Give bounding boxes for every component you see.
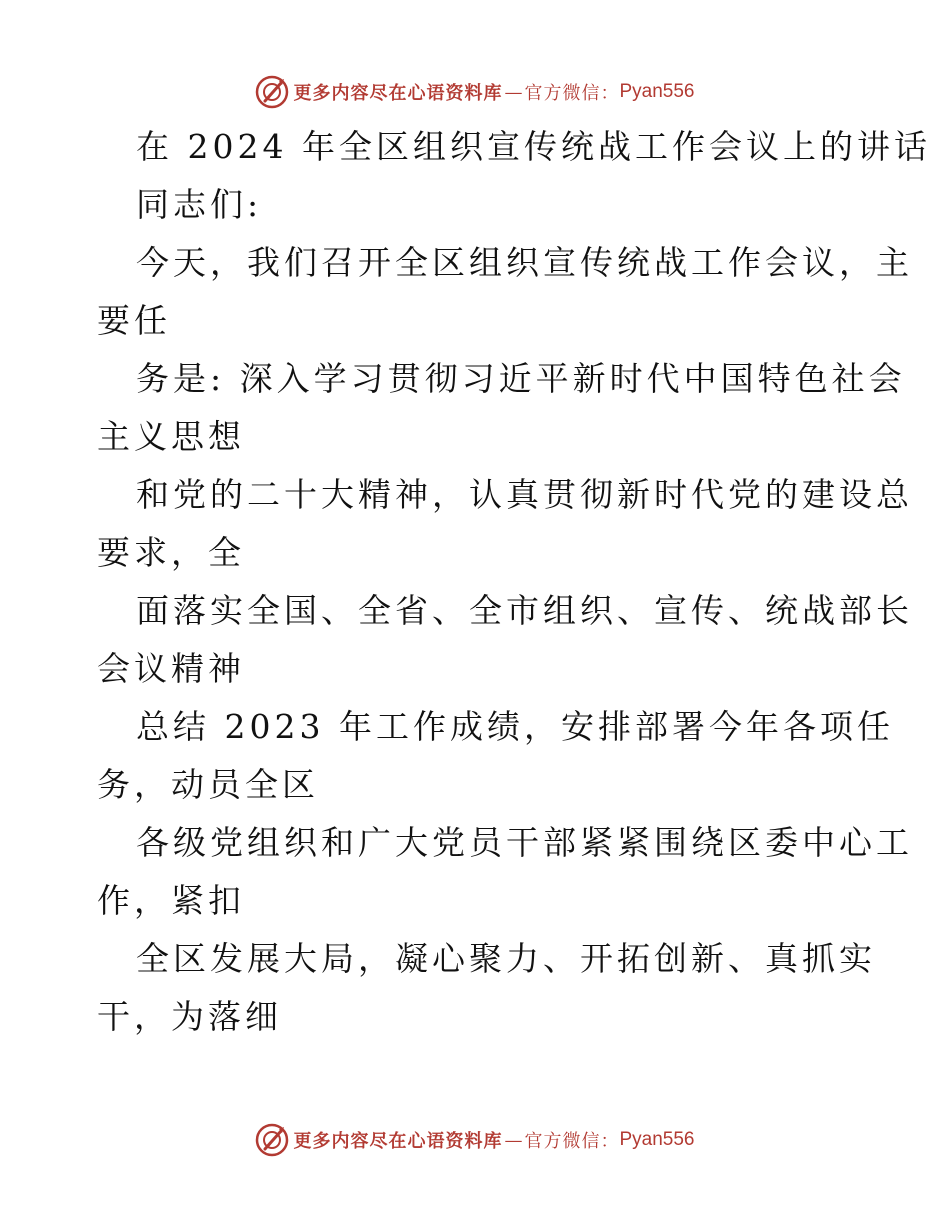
paragraph-line: 今天，我们召开全区组织宣传统战工作会议，主 <box>136 243 913 282</box>
paragraph-line: 会议精神 <box>97 649 245 688</box>
brand-logo-icon <box>255 1123 289 1157</box>
wechat-id: Pyan556 <box>619 1129 695 1150</box>
footer-banner <box>0 1120 950 1160</box>
banner-dash: — <box>504 81 523 103</box>
paragraph-line: 总结 2023 年工作成绩，安排部署今年各项任 <box>136 707 894 746</box>
wechat-label: 官方微信： <box>524 1131 620 1152</box>
paragraph-line: 作，紧扣 <box>97 881 245 920</box>
document-title: 在 2024 年全区组织宣传统战工作会议上的讲话 <box>136 127 931 166</box>
paragraph-line: 务，动员全区 <box>97 765 319 804</box>
brand-text: 更多内容尽在心语资料库 <box>293 83 503 104</box>
paragraph-line: 要任 <box>97 301 171 340</box>
header-banner <box>0 72 950 112</box>
paragraph-line: 各级党组织和广大党员干部紧紧围绕区委中心工 <box>136 823 913 862</box>
paragraph-line: 面落实全国、全省、全市组织、宣传、统战部长 <box>136 591 913 630</box>
brand-text: 更多内容尽在心语资料库 <box>293 1131 503 1152</box>
wechat-label: 官方微信： <box>524 83 620 104</box>
paragraph-line: 务是: 深入学习贯彻习近平新时代中国特色社会 <box>136 359 906 398</box>
salutation: 同志们: <box>136 185 263 224</box>
paragraph-line: 干，为落细 <box>97 997 282 1036</box>
paragraph-line: 主义思想 <box>97 417 245 456</box>
paragraph-line: 和党的二十大精神，认真贯彻新时代党的建设总 <box>136 475 913 514</box>
brand-logo-icon <box>255 75 289 109</box>
paragraph-line: 要求，全 <box>97 533 245 572</box>
paragraph-line: 全区发展大局，凝心聚力、开拓创新、真抓实 <box>136 939 876 978</box>
wechat-id: Pyan556 <box>619 81 695 102</box>
banner-dash: — <box>504 1129 523 1151</box>
document-body <box>97 118 931 1046</box>
